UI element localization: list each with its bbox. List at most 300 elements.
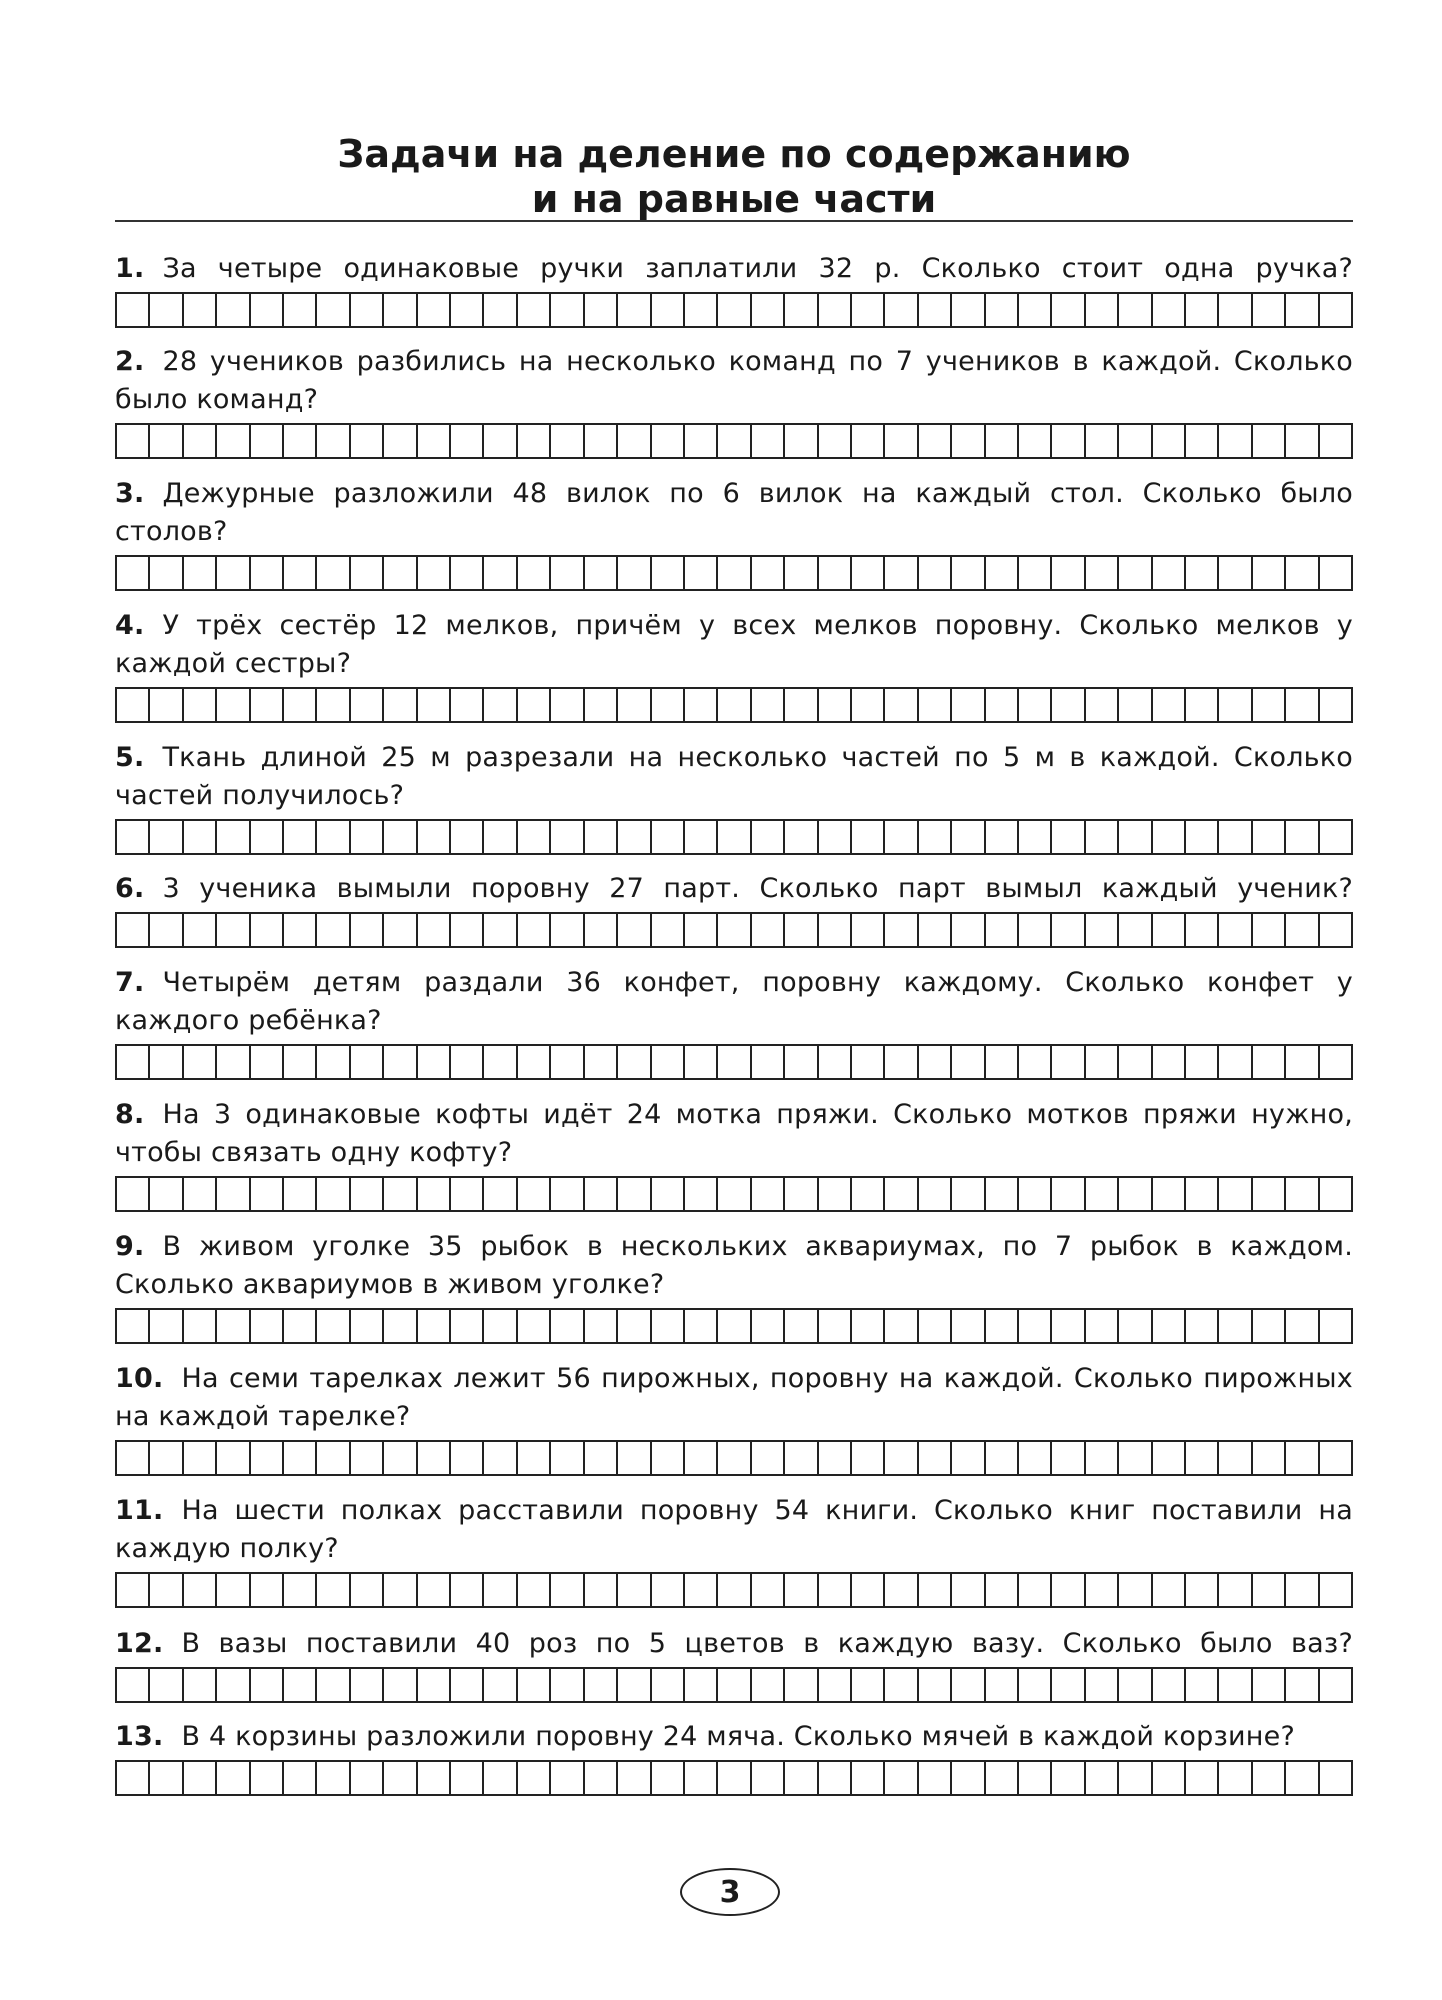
- answer-cell[interactable]: [819, 1310, 852, 1342]
- answer-cell[interactable]: [785, 1178, 818, 1210]
- answer-cell[interactable]: [718, 1442, 751, 1474]
- answer-cell[interactable]: [852, 1178, 885, 1210]
- answer-cell[interactable]: [1119, 1762, 1152, 1794]
- answer-cell[interactable]: [351, 1762, 384, 1794]
- answer-cell[interactable]: [1086, 425, 1119, 457]
- answer-cell[interactable]: [184, 1442, 217, 1474]
- answer-cell[interactable]: [1286, 1574, 1319, 1606]
- answer-cell[interactable]: [217, 1046, 250, 1078]
- answer-cell[interactable]: [1086, 821, 1119, 853]
- answer-cell[interactable]: [1320, 1310, 1351, 1342]
- answer-cell[interactable]: [618, 425, 651, 457]
- answer-cell[interactable]: [652, 689, 685, 721]
- answer-cell[interactable]: [451, 689, 484, 721]
- answer-cell[interactable]: [418, 557, 451, 589]
- answer-cell[interactable]: [418, 1442, 451, 1474]
- answer-cell[interactable]: [1219, 1669, 1252, 1701]
- answer-cell[interactable]: [518, 1178, 551, 1210]
- answer-cell[interactable]: [785, 1574, 818, 1606]
- answer-cell[interactable]: [685, 821, 718, 853]
- answer-cell[interactable]: [885, 1310, 918, 1342]
- answer-cell[interactable]: [1052, 1669, 1085, 1701]
- answer-cell[interactable]: [150, 1574, 183, 1606]
- answer-cell[interactable]: [618, 689, 651, 721]
- answer-cell[interactable]: [685, 1762, 718, 1794]
- answer-cell[interactable]: [1119, 557, 1152, 589]
- answer-cell[interactable]: [418, 1178, 451, 1210]
- answer-cell[interactable]: [1153, 1762, 1186, 1794]
- answer-cell[interactable]: [618, 1762, 651, 1794]
- answer-cell[interactable]: [418, 689, 451, 721]
- answer-cell[interactable]: [652, 1442, 685, 1474]
- answer-cell[interactable]: [986, 914, 1019, 946]
- answer-cell[interactable]: [1153, 821, 1186, 853]
- answer-cell[interactable]: [351, 425, 384, 457]
- answer-cell[interactable]: [852, 425, 885, 457]
- answer-cell[interactable]: [1019, 1046, 1052, 1078]
- answer-cell[interactable]: [317, 1178, 350, 1210]
- answer-cell[interactable]: [518, 1574, 551, 1606]
- answer-cell[interactable]: [885, 689, 918, 721]
- answer-cell[interactable]: [1253, 294, 1286, 326]
- answer-cell[interactable]: [1186, 1046, 1219, 1078]
- answer-cell[interactable]: [785, 1310, 818, 1342]
- answer-cell[interactable]: [618, 821, 651, 853]
- answer-cell[interactable]: [1019, 425, 1052, 457]
- answer-cell[interactable]: [785, 821, 818, 853]
- answer-cell[interactable]: [117, 821, 150, 853]
- answer-cell[interactable]: [384, 689, 417, 721]
- answer-cell[interactable]: [1186, 557, 1219, 589]
- answer-cell[interactable]: [217, 1178, 250, 1210]
- answer-cell[interactable]: [618, 557, 651, 589]
- answer-cell[interactable]: [885, 1669, 918, 1701]
- answer-cell[interactable]: [752, 914, 785, 946]
- answer-cell[interactable]: [1086, 294, 1119, 326]
- answer-cell[interactable]: [317, 557, 350, 589]
- answer-cell[interactable]: [1219, 1762, 1252, 1794]
- answer-cell[interactable]: [1219, 1046, 1252, 1078]
- answer-cell[interactable]: [217, 914, 250, 946]
- answer-cell[interactable]: [1320, 1669, 1351, 1701]
- answer-cell[interactable]: [1320, 1574, 1351, 1606]
- answer-cell[interactable]: [752, 1046, 785, 1078]
- answer-cell[interactable]: [819, 1046, 852, 1078]
- answer-cell[interactable]: [251, 689, 284, 721]
- answer-cell[interactable]: [384, 557, 417, 589]
- answer-cell[interactable]: [317, 1046, 350, 1078]
- answer-cell[interactable]: [551, 425, 584, 457]
- answer-cell[interactable]: [785, 914, 818, 946]
- answer-cell[interactable]: [1153, 1046, 1186, 1078]
- answer-cell[interactable]: [1219, 914, 1252, 946]
- answer-cell[interactable]: [184, 1310, 217, 1342]
- answer-grid[interactable]: [115, 292, 1353, 328]
- answer-cell[interactable]: [1153, 425, 1186, 457]
- answer-cell[interactable]: [384, 1178, 417, 1210]
- answer-cell[interactable]: [685, 914, 718, 946]
- answer-cell[interactable]: [284, 1046, 317, 1078]
- answer-cell[interactable]: [1219, 821, 1252, 853]
- answer-cell[interactable]: [384, 821, 417, 853]
- answer-cell[interactable]: [518, 1669, 551, 1701]
- answer-cell[interactable]: [1153, 557, 1186, 589]
- answer-cell[interactable]: [752, 1669, 785, 1701]
- answer-cell[interactable]: [618, 1178, 651, 1210]
- answer-cell[interactable]: [1119, 294, 1152, 326]
- answer-cell[interactable]: [819, 1762, 852, 1794]
- answer-cell[interactable]: [317, 1442, 350, 1474]
- answer-cell[interactable]: [952, 425, 985, 457]
- answer-cell[interactable]: [418, 1310, 451, 1342]
- answer-cell[interactable]: [418, 425, 451, 457]
- answer-cell[interactable]: [317, 1310, 350, 1342]
- answer-cell[interactable]: [150, 1442, 183, 1474]
- answer-cell[interactable]: [117, 1762, 150, 1794]
- answer-cell[interactable]: [752, 1442, 785, 1474]
- answer-cell[interactable]: [652, 1669, 685, 1701]
- answer-cell[interactable]: [1119, 1046, 1152, 1078]
- answer-cell[interactable]: [1019, 689, 1052, 721]
- answer-cell[interactable]: [752, 1574, 785, 1606]
- answer-cell[interactable]: [785, 1762, 818, 1794]
- answer-cell[interactable]: [1253, 1442, 1286, 1474]
- answer-cell[interactable]: [919, 1574, 952, 1606]
- answer-cell[interactable]: [1286, 914, 1319, 946]
- answer-grid[interactable]: [115, 1308, 1353, 1344]
- answer-cell[interactable]: [351, 1574, 384, 1606]
- answer-cell[interactable]: [251, 1669, 284, 1701]
- answer-cell[interactable]: [718, 914, 751, 946]
- answer-cell[interactable]: [1320, 557, 1351, 589]
- answer-cell[interactable]: [585, 1762, 618, 1794]
- answer-cell[interactable]: [852, 1442, 885, 1474]
- answer-cell[interactable]: [184, 1046, 217, 1078]
- answer-cell[interactable]: [718, 1046, 751, 1078]
- answer-cell[interactable]: [1253, 914, 1286, 946]
- answer-cell[interactable]: [1019, 557, 1052, 589]
- answer-cell[interactable]: [251, 557, 284, 589]
- answer-cell[interactable]: [551, 1762, 584, 1794]
- answer-cell[interactable]: [585, 425, 618, 457]
- answer-cell[interactable]: [1119, 1442, 1152, 1474]
- answer-cell[interactable]: [986, 557, 1019, 589]
- answer-cell[interactable]: [251, 914, 284, 946]
- answer-cell[interactable]: [852, 294, 885, 326]
- answer-cell[interactable]: [317, 1762, 350, 1794]
- answer-cell[interactable]: [484, 557, 517, 589]
- answer-cell[interactable]: [1219, 425, 1252, 457]
- answer-cell[interactable]: [518, 821, 551, 853]
- answer-cell[interactable]: [919, 294, 952, 326]
- answer-cell[interactable]: [1153, 1669, 1186, 1701]
- answer-cell[interactable]: [351, 914, 384, 946]
- answer-cell[interactable]: [852, 1046, 885, 1078]
- answer-cell[interactable]: [284, 821, 317, 853]
- answer-cell[interactable]: [284, 425, 317, 457]
- answer-cell[interactable]: [1219, 1574, 1252, 1606]
- answer-cell[interactable]: [451, 557, 484, 589]
- answer-cell[interactable]: [117, 1178, 150, 1210]
- answer-cell[interactable]: [351, 689, 384, 721]
- answer-cell[interactable]: [1086, 1046, 1119, 1078]
- answer-cell[interactable]: [150, 425, 183, 457]
- answer-cell[interactable]: [785, 1669, 818, 1701]
- answer-cell[interactable]: [251, 1310, 284, 1342]
- answer-cell[interactable]: [718, 294, 751, 326]
- answer-cell[interactable]: [150, 557, 183, 589]
- answer-cell[interactable]: [484, 425, 517, 457]
- answer-cell[interactable]: [484, 1762, 517, 1794]
- answer-cell[interactable]: [618, 1442, 651, 1474]
- answer-cell[interactable]: [1186, 1574, 1219, 1606]
- answer-cell[interactable]: [1186, 1762, 1219, 1794]
- answer-cell[interactable]: [351, 294, 384, 326]
- answer-cell[interactable]: [251, 294, 284, 326]
- answer-cell[interactable]: [752, 689, 785, 721]
- answer-cell[interactable]: [885, 1574, 918, 1606]
- answer-cell[interactable]: [384, 1574, 417, 1606]
- answer-cell[interactable]: [986, 1442, 1019, 1474]
- answer-cell[interactable]: [952, 821, 985, 853]
- answer-cell[interactable]: [1019, 1442, 1052, 1474]
- answer-cell[interactable]: [852, 821, 885, 853]
- answer-cell[interactable]: [484, 1669, 517, 1701]
- answer-cell[interactable]: [718, 1178, 751, 1210]
- answer-cell[interactable]: [652, 821, 685, 853]
- answer-cell[interactable]: [986, 689, 1019, 721]
- answer-cell[interactable]: [518, 294, 551, 326]
- answer-cell[interactable]: [1153, 1574, 1186, 1606]
- answer-cell[interactable]: [785, 689, 818, 721]
- answer-cell[interactable]: [852, 1310, 885, 1342]
- answer-cell[interactable]: [418, 1046, 451, 1078]
- answer-grid[interactable]: [115, 1572, 1353, 1608]
- answer-cell[interactable]: [1286, 1669, 1319, 1701]
- answer-cell[interactable]: [484, 1178, 517, 1210]
- answer-cell[interactable]: [484, 1574, 517, 1606]
- answer-cell[interactable]: [384, 1442, 417, 1474]
- answer-cell[interactable]: [284, 914, 317, 946]
- answer-cell[interactable]: [1153, 1178, 1186, 1210]
- answer-cell[interactable]: [1320, 1046, 1351, 1078]
- answer-cell[interactable]: [1253, 557, 1286, 589]
- answer-cell[interactable]: [718, 557, 751, 589]
- answer-cell[interactable]: [1052, 1310, 1085, 1342]
- answer-cell[interactable]: [551, 1442, 584, 1474]
- answer-cell[interactable]: [919, 821, 952, 853]
- answer-cell[interactable]: [284, 1669, 317, 1701]
- answer-cell[interactable]: [1052, 914, 1085, 946]
- answer-cell[interactable]: [986, 1178, 1019, 1210]
- answer-cell[interactable]: [1052, 689, 1085, 721]
- answer-cell[interactable]: [251, 1574, 284, 1606]
- answer-cell[interactable]: [551, 1178, 584, 1210]
- answer-cell[interactable]: [885, 425, 918, 457]
- answer-cell[interactable]: [150, 914, 183, 946]
- answer-cell[interactable]: [819, 294, 852, 326]
- answer-cell[interactable]: [885, 1442, 918, 1474]
- answer-cell[interactable]: [1320, 1762, 1351, 1794]
- answer-cell[interactable]: [284, 294, 317, 326]
- answer-cell[interactable]: [885, 557, 918, 589]
- answer-cell[interactable]: [1153, 294, 1186, 326]
- answer-cell[interactable]: [1186, 1310, 1219, 1342]
- answer-cell[interactable]: [1253, 689, 1286, 721]
- answer-grid[interactable]: [115, 1176, 1353, 1212]
- answer-cell[interactable]: [317, 294, 350, 326]
- answer-cell[interactable]: [1320, 425, 1351, 457]
- answer-cell[interactable]: [752, 294, 785, 326]
- answer-cell[interactable]: [1286, 557, 1319, 589]
- answer-cell[interactable]: [952, 1046, 985, 1078]
- answer-cell[interactable]: [585, 1046, 618, 1078]
- answer-cell[interactable]: [986, 1669, 1019, 1701]
- answer-cell[interactable]: [1186, 1178, 1219, 1210]
- answer-cell[interactable]: [351, 1442, 384, 1474]
- answer-cell[interactable]: [652, 425, 685, 457]
- answer-cell[interactable]: [317, 821, 350, 853]
- answer-cell[interactable]: [852, 1574, 885, 1606]
- answer-cell[interactable]: [1286, 1046, 1319, 1078]
- answer-cell[interactable]: [1186, 294, 1219, 326]
- answer-cell[interactable]: [117, 425, 150, 457]
- answer-cell[interactable]: [451, 914, 484, 946]
- answer-cell[interactable]: [551, 294, 584, 326]
- answer-cell[interactable]: [184, 1762, 217, 1794]
- answer-cell[interactable]: [1019, 1762, 1052, 1794]
- answer-cell[interactable]: [1186, 1669, 1219, 1701]
- answer-cell[interactable]: [451, 1178, 484, 1210]
- answer-cell[interactable]: [685, 1178, 718, 1210]
- answer-cell[interactable]: [819, 557, 852, 589]
- answer-cell[interactable]: [1019, 821, 1052, 853]
- answer-cell[interactable]: [919, 689, 952, 721]
- answer-cell[interactable]: [418, 821, 451, 853]
- answer-cell[interactable]: [384, 1669, 417, 1701]
- answer-cell[interactable]: [1320, 1442, 1351, 1474]
- answer-cell[interactable]: [284, 1178, 317, 1210]
- answer-cell[interactable]: [217, 1442, 250, 1474]
- answer-cell[interactable]: [785, 1046, 818, 1078]
- answer-cell[interactable]: [919, 1442, 952, 1474]
- answer-cell[interactable]: [384, 1310, 417, 1342]
- answer-cell[interactable]: [986, 821, 1019, 853]
- answer-cell[interactable]: [819, 1178, 852, 1210]
- answer-cell[interactable]: [1286, 425, 1319, 457]
- answer-cell[interactable]: [952, 1669, 985, 1701]
- answer-cell[interactable]: [718, 1669, 751, 1701]
- answer-cell[interactable]: [351, 1178, 384, 1210]
- answer-cell[interactable]: [1320, 689, 1351, 721]
- answer-cell[interactable]: [1052, 557, 1085, 589]
- answer-cell[interactable]: [1286, 1310, 1319, 1342]
- answer-cell[interactable]: [819, 821, 852, 853]
- answer-cell[interactable]: [1086, 914, 1119, 946]
- answer-grid[interactable]: [115, 423, 1353, 459]
- answer-cell[interactable]: [117, 1442, 150, 1474]
- answer-cell[interactable]: [1219, 294, 1252, 326]
- answer-cell[interactable]: [184, 821, 217, 853]
- answer-cell[interactable]: [685, 557, 718, 589]
- answer-cell[interactable]: [986, 294, 1019, 326]
- answer-cell[interactable]: [484, 1046, 517, 1078]
- answer-cell[interactable]: [251, 821, 284, 853]
- answer-cell[interactable]: [1086, 1669, 1119, 1701]
- answer-cell[interactable]: [451, 821, 484, 853]
- answer-cell[interactable]: [885, 821, 918, 853]
- answer-cell[interactable]: [1186, 689, 1219, 721]
- answer-cell[interactable]: [919, 1178, 952, 1210]
- answer-cell[interactable]: [685, 1574, 718, 1606]
- answer-cell[interactable]: [785, 294, 818, 326]
- answer-cell[interactable]: [284, 1442, 317, 1474]
- answer-cell[interactable]: [585, 1442, 618, 1474]
- answer-cell[interactable]: [518, 689, 551, 721]
- answer-cell[interactable]: [919, 1762, 952, 1794]
- answer-cell[interactable]: [952, 557, 985, 589]
- answer-cell[interactable]: [384, 294, 417, 326]
- answer-cell[interactable]: [150, 1046, 183, 1078]
- answer-cell[interactable]: [952, 294, 985, 326]
- answer-cell[interactable]: [518, 1762, 551, 1794]
- answer-cell[interactable]: [1320, 821, 1351, 853]
- answer-cell[interactable]: [819, 1574, 852, 1606]
- answer-cell[interactable]: [451, 425, 484, 457]
- answer-cell[interactable]: [1119, 1574, 1152, 1606]
- answer-cell[interactable]: [819, 1669, 852, 1701]
- answer-cell[interactable]: [251, 425, 284, 457]
- answer-cell[interactable]: [551, 557, 584, 589]
- answer-cell[interactable]: [718, 689, 751, 721]
- answer-cell[interactable]: [1086, 1178, 1119, 1210]
- answer-cell[interactable]: [585, 557, 618, 589]
- answer-cell[interactable]: [1286, 294, 1319, 326]
- answer-cell[interactable]: [117, 557, 150, 589]
- answer-cell[interactable]: [1052, 1178, 1085, 1210]
- answer-cell[interactable]: [551, 1310, 584, 1342]
- answer-cell[interactable]: [718, 1574, 751, 1606]
- answer-cell[interactable]: [1119, 1669, 1152, 1701]
- answer-cell[interactable]: [418, 1762, 451, 1794]
- answer-cell[interactable]: [184, 557, 217, 589]
- answer-cell[interactable]: [217, 294, 250, 326]
- answer-cell[interactable]: [451, 1574, 484, 1606]
- answer-cell[interactable]: [117, 1046, 150, 1078]
- answer-cell[interactable]: [150, 294, 183, 326]
- answer-cell[interactable]: [317, 1574, 350, 1606]
- answer-cell[interactable]: [484, 821, 517, 853]
- answer-cell[interactable]: [1286, 689, 1319, 721]
- answer-cell[interactable]: [618, 294, 651, 326]
- answer-cell[interactable]: [718, 1762, 751, 1794]
- answer-cell[interactable]: [217, 425, 250, 457]
- answer-cell[interactable]: [1086, 1310, 1119, 1342]
- answer-cell[interactable]: [585, 1310, 618, 1342]
- answer-cell[interactable]: [885, 1046, 918, 1078]
- answer-cell[interactable]: [652, 1046, 685, 1078]
- answer-cell[interactable]: [618, 1669, 651, 1701]
- answer-cell[interactable]: [117, 1574, 150, 1606]
- answer-cell[interactable]: [1219, 1178, 1252, 1210]
- answer-cell[interactable]: [217, 689, 250, 721]
- answer-cell[interactable]: [1052, 1046, 1085, 1078]
- answer-cell[interactable]: [1219, 1442, 1252, 1474]
- answer-cell[interactable]: [551, 914, 584, 946]
- answer-cell[interactable]: [1286, 1178, 1319, 1210]
- answer-cell[interactable]: [484, 914, 517, 946]
- answer-cell[interactable]: [785, 425, 818, 457]
